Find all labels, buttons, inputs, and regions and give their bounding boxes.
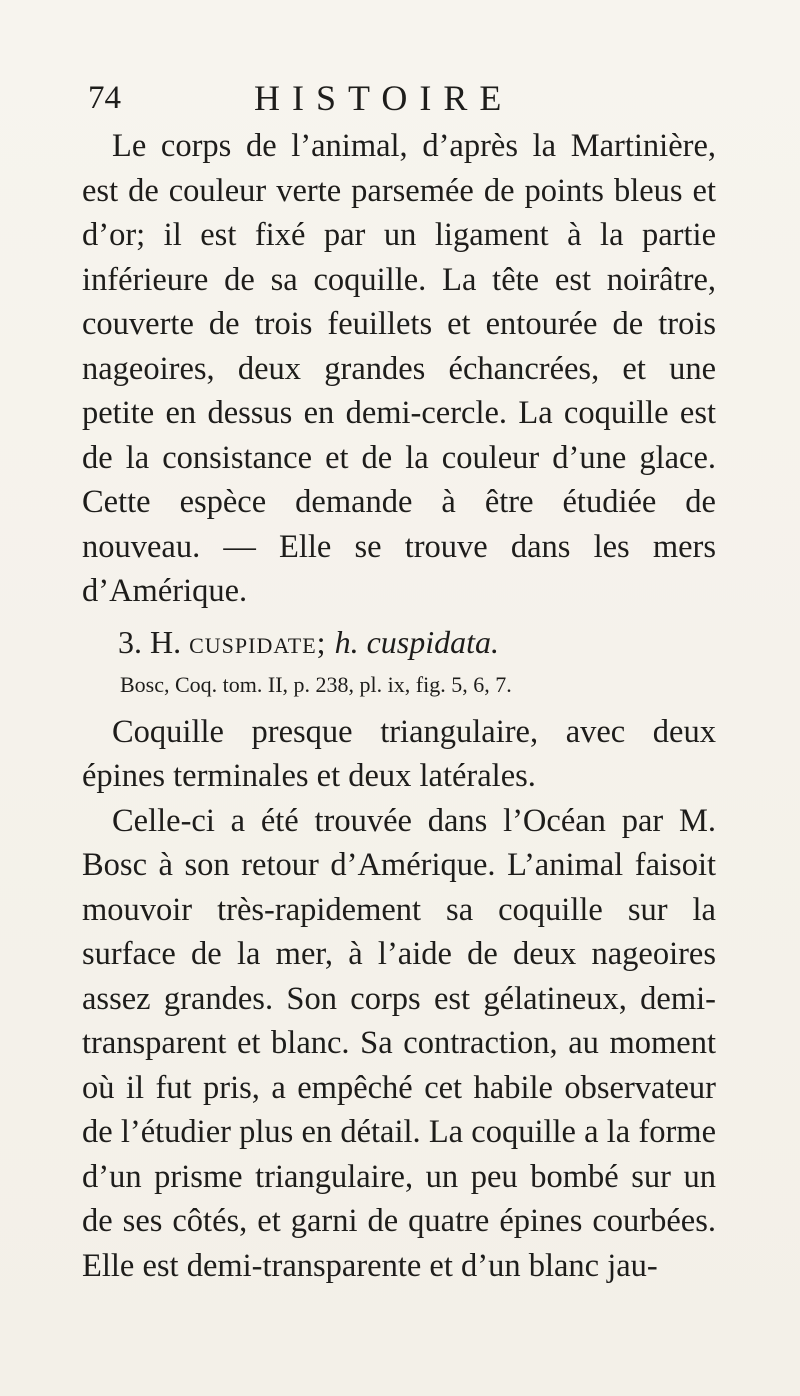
species-number: 3.	[118, 623, 142, 660]
paragraph-observation: Celle-ci a été trouvée dans l’Océan par M. Bosc à son retour d’Amérique. L’animal faisoit mouvoir très-rapidement sa coquille sur la surface de la mer, à l’aide de deux nageoires assez grandes. Son corps est gélatineux, demi-transparent et blanc. Sa contraction, au moment où il fut pris, a empêché cet habile observateur de l’étudier plus en détail. La coquille a la forme d’un prisme triangulaire, un peu bombé sur un de ses côtés, et garni de quatre épines courbées. Elle est demi-transparente et d’un blanc jau-	[82, 802, 716, 1284]
paragraph-shell-description: Coquille presque triangulaire, avec deux épines terminales et deux latérales.	[82, 713, 716, 794]
running-title: HISTOIRE	[254, 78, 514, 118]
paragraph-animal-description: Le corps de l’animal, d’après la Martinière, est de couleur verte parsemée de points bleus et d’or; il est fixé par un ligament à la partie inférieure de sa coquille. La tête est noirâtre, couverte de trois feuillets et entourée de trois nageoires, deux grandes échancrées, et une petite en dessus en demi-cercle. La coquille est de la consistance et de la couleur d’une glace. Cette espèce demande à être étudiée de nouveau. — Elle se trouve dans les mers d’Amérique.	[82, 128, 716, 609]
bibliographic-reference: Bosc, Coq. tom. II, p. 238, pl. ix, fig. 5, 6, 7.	[120, 671, 512, 697]
species-genus: H.	[150, 623, 182, 660]
page-body	[82, 124, 716, 1288]
page-header	[88, 78, 708, 128]
species-heading	[82, 620, 716, 664]
species-latin-name: h. cuspidata.	[334, 623, 500, 660]
species-name: cuspidate;	[189, 623, 327, 660]
page-number: 74	[88, 80, 121, 116]
